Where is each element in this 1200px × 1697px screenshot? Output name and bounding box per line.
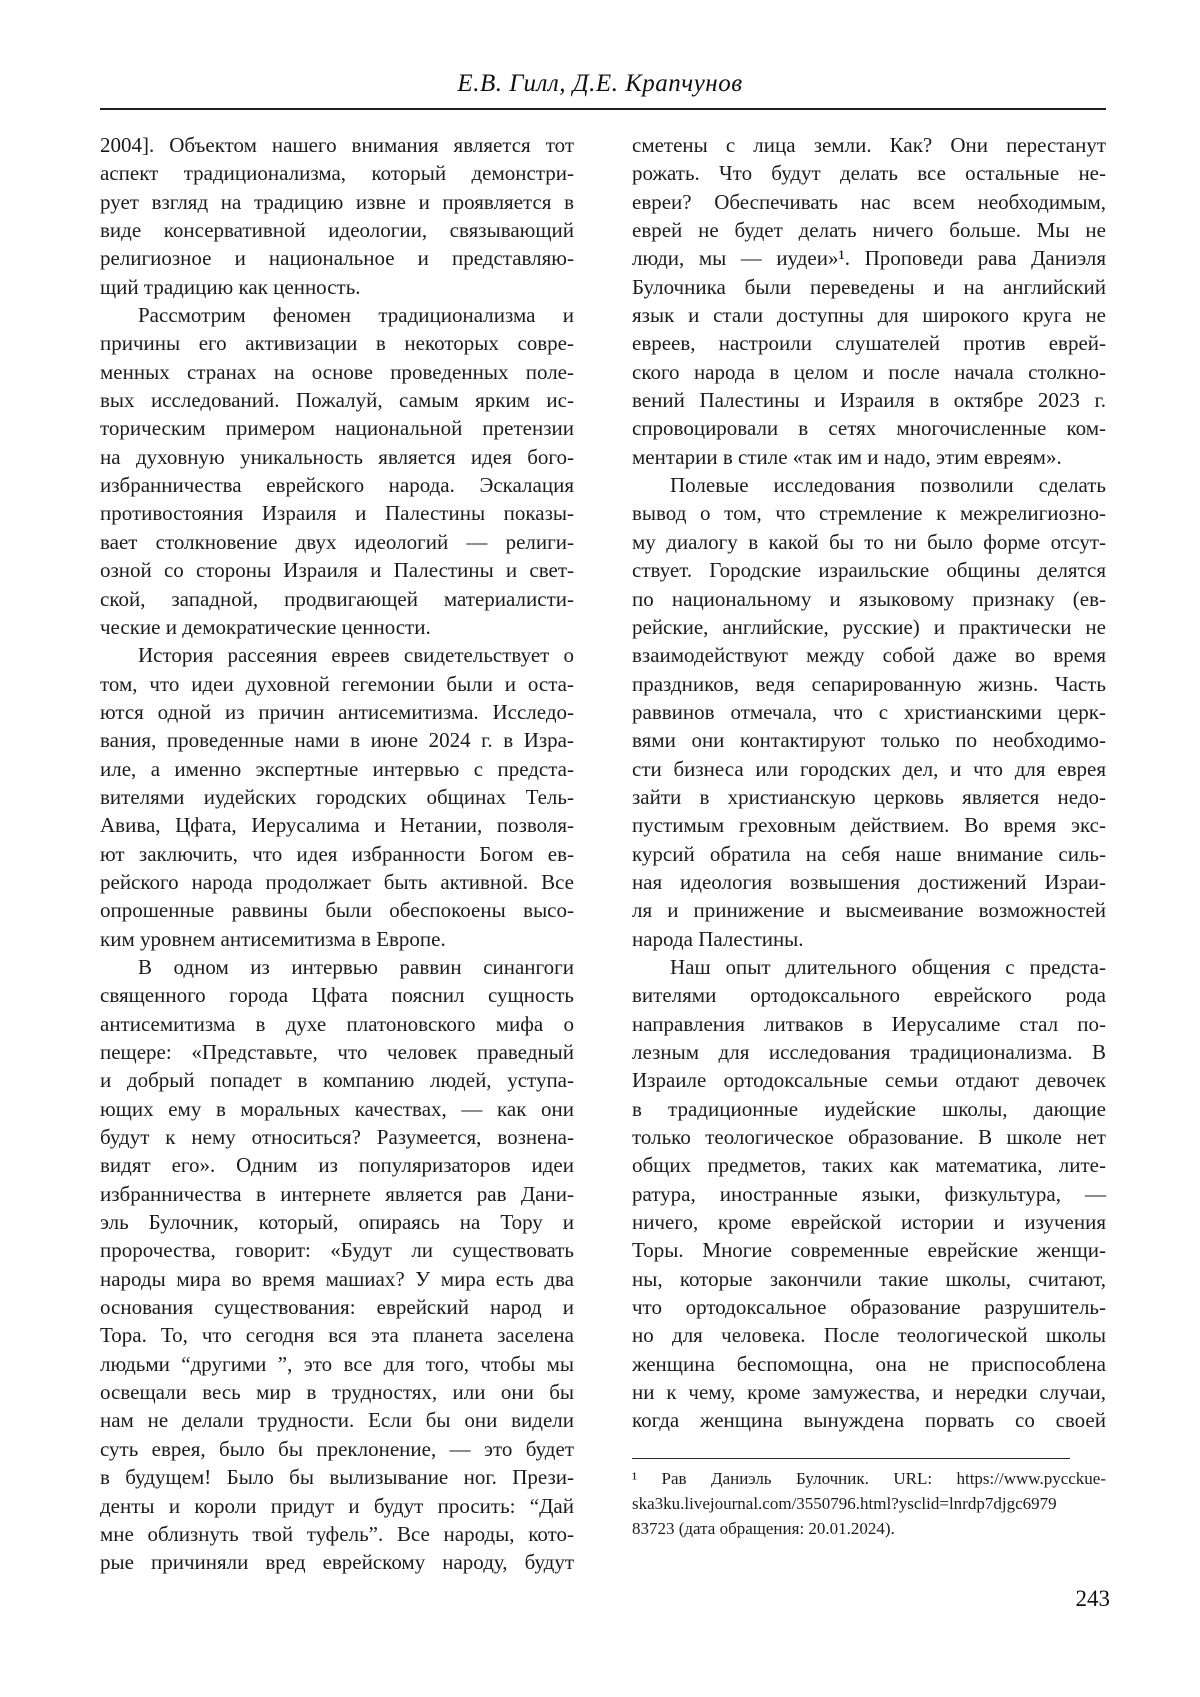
text-line: ствует. Городские израильские общины делятся <box>632 558 1106 583</box>
text-line: священного города Цфата пояснил сущность <box>100 983 574 1008</box>
text-line: направления литваков в Иерусалиме стал по- <box>632 1011 1106 1036</box>
text-line: видят его». Одним из популяризаторов идеи <box>100 1153 574 1178</box>
text-line: ментарии в стиле «так им и надо, этим евреям». <box>632 444 1062 469</box>
text-line: ской, западной, продвигающей материалисти- <box>100 586 574 611</box>
text-line: рейские, английские, русские) и практически не <box>632 614 1106 639</box>
text-line: язык и стали доступны для широкого круга не <box>632 303 1106 328</box>
text-line: вями они контактируют только по необходимо- <box>632 728 1106 753</box>
paragraph <box>632 131 1106 471</box>
text-line: вывод о том, что стремление к межрелигиозно- <box>632 501 1106 526</box>
text-line: ческие и демократические ценности. <box>100 614 431 639</box>
text-line: торическим примером национальной претензии <box>100 416 574 441</box>
text-line: вает столкновение двух идеологий — религи- <box>100 529 574 554</box>
text-line: Тора. То, что сегодня вся эта планета заселена <box>100 1323 574 1348</box>
text-line: рые причиняли вред еврейскому народу, будут <box>100 1550 574 1575</box>
right-text-column <box>632 131 1106 1435</box>
text-line: нам не делали трудности. Если бы они видели <box>100 1408 574 1433</box>
paragraph <box>100 641 574 953</box>
text-line: рожать. Что будут делать все остальные не- <box>632 161 1106 186</box>
text-line: Торы. Многие современные еврейские женщи- <box>632 1238 1106 1263</box>
text-line: евреи? Обеспечивать нас всем необходимым, <box>632 189 1106 214</box>
paragraph <box>100 953 574 1577</box>
text-line: ни к чему, кроме замужества, и нередки случаи, <box>632 1380 1106 1405</box>
text-line: Рассмотрим феномен традиционализма и <box>138 303 574 328</box>
text-line: ким уровнем антисемитизма в Европе. <box>100 926 446 951</box>
text-line: ¹ Рав Даниэль Булочник. URL: https://www.pycckue- <box>632 1469 1106 1488</box>
text-line: Авива, Цфата, Иерусалима и Нетании, позволя- <box>100 813 574 838</box>
text-line: вений Палестины и Израиля в октябре 2023 г. <box>632 388 1106 413</box>
paragraph <box>100 131 574 301</box>
text-line: денты и короли придут и будут просить: “Дай <box>100 1493 574 1518</box>
text-line: религиозное и национальное и представляю- <box>100 246 574 271</box>
page-number: 243 <box>1075 1586 1110 1611</box>
text-line: пустимым греховным действием. Во время экс- <box>632 813 1106 838</box>
text-line: ля и принижение и высмеивание возможностей <box>632 898 1106 923</box>
text-line: народа Палестины. <box>632 926 804 951</box>
text-line: взаимодействуют между собой даже во время <box>632 643 1106 668</box>
paragraph <box>632 471 1106 953</box>
text-line: Наш опыт длительного общения с предста- <box>670 954 1106 979</box>
text-line: История рассеяния евреев свидетельствует о <box>138 643 574 668</box>
text-line: сметены с лица земли. Как? Они перестанут <box>632 133 1106 157</box>
text-line: Израиле ортодоксальные семьи отдают девочек <box>632 1068 1106 1093</box>
text-line: люди, мы — иудеи»¹. Проповеди рава Даниэля <box>632 246 1106 271</box>
text-line: общих предметов, таких как математика, лите- <box>632 1153 1106 1178</box>
text-line: людьми “другими ”, это все для того, чтобы мы <box>100 1351 574 1376</box>
footnote-text <box>632 1466 1106 1541</box>
text-line: Полевые исследования позволили сделать <box>670 473 1106 498</box>
text-line: курсий обратила на себя наше внимание силь- <box>632 841 1106 866</box>
text-line: женщина беспомощна, она не приспособлена <box>632 1351 1106 1376</box>
text-line: том, что идеи духовной гегемонии были и оста- <box>100 671 574 696</box>
text-line: праздников, ведя сепарированную жизнь. Часть <box>632 671 1106 696</box>
text-line: мне облизнуть твой туфель”. Все народы, кото- <box>100 1521 574 1546</box>
text-line: и добрый попадет в компанию людей, уступа- <box>100 1068 574 1093</box>
text-line: ны, которые закончили такие школы, считают, <box>632 1266 1106 1291</box>
text-line: пророчества, говорит: «Будут ли существовать <box>100 1238 574 1263</box>
text-line: сти бизнеса или городских дел, и что для еврея <box>632 756 1106 781</box>
text-line: щий традицию как ценность. <box>100 274 361 299</box>
text-line: вителями иудейских городских общинах Тель- <box>100 784 574 809</box>
text-line: причины его активизации в некоторых совре- <box>100 331 574 356</box>
text-line: вых исследований. Пожалуй, самым ярким ис- <box>100 388 574 413</box>
text-line: что ортодоксальное образование разрушитель- <box>632 1295 1106 1320</box>
text-line: му диалогу в какой бы то ни было форме отсут- <box>632 529 1106 554</box>
text-line: но для человека. После теологической школы <box>632 1323 1106 1348</box>
text-line: аспект традиционализма, который демонстри- <box>100 161 574 186</box>
text-line: вания, проведенные нами в июне 2024 г. в Изра- <box>100 728 574 753</box>
text-line: эль Булочник, который, опираясь на Тору и <box>100 1210 574 1235</box>
text-line: лезным для исследования традиционализма. В <box>632 1040 1106 1064</box>
text-line: виде консервативной идеологии, связывающий <box>100 218 574 243</box>
left-text-column <box>100 131 574 1577</box>
text-line: В одном из интервью раввин синангоги <box>138 954 574 979</box>
text-line: иле, а именно экспертные интервью с предста- <box>100 756 574 781</box>
page-header-authors: Е.В. Гилл, Д.Е. Крапчунов <box>457 70 743 97</box>
text-line: раввинов отмечала, что с христианскими церк- <box>632 699 1106 724</box>
text-line: вителями ортодоксального еврейского рода <box>632 983 1106 1008</box>
paragraph <box>632 1466 1106 1541</box>
text-line: на духовную уникальность является идея бого- <box>100 444 574 469</box>
text-line: избранничества в интернете является рав Дани- <box>100 1181 574 1206</box>
text-line: опрошенные раввины были обеспокоены высо- <box>100 898 574 923</box>
text-line: 2004]. Объектом нашего внимания является тот <box>100 133 574 157</box>
text-line: ska3ku.livejournal.com/3550796.html?ysclid=lnrdp7djgc6979 <box>632 1494 1057 1513</box>
text-line: по национальному и языковому признаку (ев- <box>632 586 1106 611</box>
text-line: ратура, иностранные языки, физкультура, — <box>632 1181 1106 1206</box>
text-line: в будущем! Было бы вылизывание ног. Прези- <box>100 1465 574 1490</box>
text-line: противостояния Израиля и Палестины показы- <box>100 501 574 526</box>
text-line: когда женщина вынуждена порвать со своей <box>632 1408 1106 1433</box>
text-line: народы мира во время машиах? У мира есть два <box>100 1266 574 1291</box>
text-line: зайти в христианскую церковь является недо- <box>632 784 1106 809</box>
text-line: только теологическое образование. В школе нет <box>632 1125 1106 1150</box>
footnote <box>632 1458 1106 1541</box>
text-line: основания существования: еврейский народ и <box>100 1295 574 1320</box>
text-line: ются одной из причин антисемитизма. Исследо- <box>100 699 574 724</box>
text-line: суть еврея, было бы преклонение, — это будет <box>100 1436 574 1461</box>
text-line: евреев, настроили слушателей против еврей- <box>632 331 1106 356</box>
text-line: ная идеология возвышения достижений Израи- <box>632 869 1106 894</box>
text-line: освещали весь мир в трудностях, или они бы <box>100 1380 574 1405</box>
text-line: Булочника были переведены и на английский <box>632 274 1106 299</box>
text-line: рует взгляд на традицию извне и проявляется в <box>100 189 574 214</box>
header-rule <box>100 108 1106 110</box>
paragraph <box>100 301 574 641</box>
text-line: рейского народа продолжает быть активной. Все <box>100 869 574 894</box>
paragraph <box>632 953 1106 1435</box>
text-line: озной со стороны Израиля и Палестины и свет- <box>100 558 574 583</box>
text-line: ничего, кроме еврейской истории и изучения <box>632 1210 1106 1235</box>
footnote-separator <box>632 1458 1070 1459</box>
text-line: будут к нему относиться? Разумеется, вознена- <box>100 1125 574 1150</box>
text-line: антисемитизма в духе платоновского мифа о <box>100 1011 574 1036</box>
text-line: пещере: «Представьте, что человек праведный <box>100 1040 574 1064</box>
text-line: ского народа в целом и после начала столкно- <box>632 359 1106 384</box>
text-line: ющих ему в моральных качествах, — как они <box>100 1096 574 1121</box>
text-line: избранничества еврейского народа. Эскалация <box>100 473 574 498</box>
text-line: менных странах на основе проведенных поле- <box>100 359 574 384</box>
text-line: в традиционные иудейские школы, дающие <box>632 1096 1106 1121</box>
text-line: спровоцировали в сетях многочисленные ком- <box>632 416 1106 441</box>
text-line: 83723 (дата обращения: 20.01.2024). <box>632 1519 895 1538</box>
text-line: еврей не будет делать ничего больше. Мы не <box>632 218 1106 243</box>
text-line: ют заключить, что идея избранности Богом ев- <box>100 841 574 866</box>
